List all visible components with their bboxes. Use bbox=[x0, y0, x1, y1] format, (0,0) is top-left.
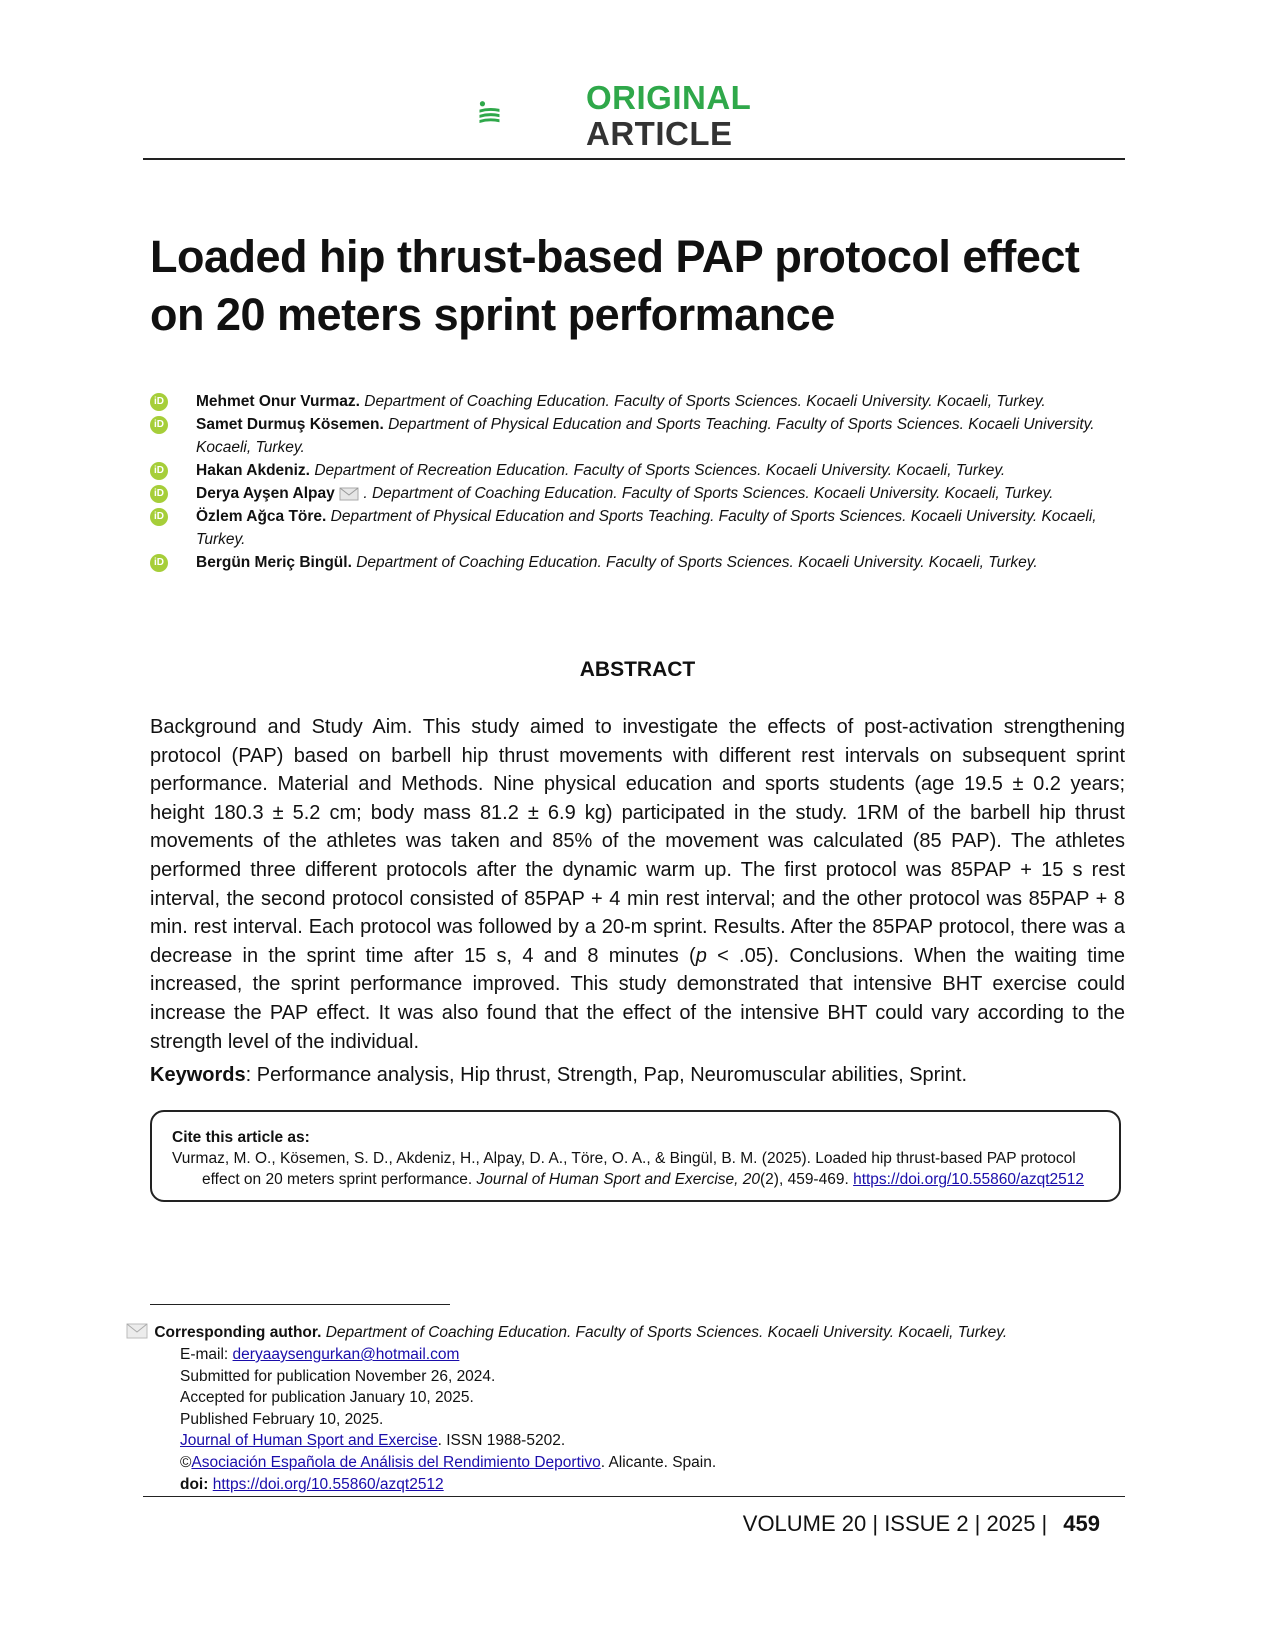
paper-title: Loaded hip thrust-based PAP protocol effect on 20 meters sprint performance bbox=[150, 231, 1080, 340]
abstract-body bbox=[150, 713, 1125, 1056]
copyright-symbol: © bbox=[180, 1453, 192, 1471]
corresponding-label: Corresponding author. bbox=[154, 1324, 322, 1341]
email-link[interactable]: deryaaysengurkan@hotmail.com bbox=[232, 1346, 460, 1363]
email-label: E-mail: bbox=[180, 1346, 233, 1363]
citation-box bbox=[150, 1110, 1121, 1202]
citation-journal: Journal of Human Sport and Exercise, 20 bbox=[476, 1171, 761, 1188]
author-affiliation: Department of Physical Education and Sports Teaching. Faculty of Sports Sciences. Kocaeli University. Kocaeli, Turkey. bbox=[196, 416, 1095, 456]
author-entry bbox=[150, 505, 1140, 551]
page-footer bbox=[743, 1510, 1100, 1538]
abstract-heading: ABSTRACT bbox=[579, 658, 696, 681]
author-affiliation: Department of Coaching Education. Faculty of Sports Sciences. Kocaeli University. Kocaeli, Turkey. bbox=[356, 554, 1038, 571]
doi-line bbox=[180, 1474, 716, 1496]
author-entry bbox=[150, 459, 1140, 482]
orcid-icon[interactable]: iD bbox=[150, 508, 168, 526]
corresponding-dept: Department of Coaching Education. Faculty of Sports Sciences. Kocaeli University. Kocaeli, Turkey. bbox=[325, 1324, 1008, 1341]
author-affiliation: . Department of Coaching Education. Faculty of Sports Sciences. Kocaeli University. Kocaeli, Turkey. bbox=[363, 485, 1054, 502]
keywords-label: Keywords bbox=[150, 1064, 246, 1086]
issue-info: VOLUME 20 | ISSUE 2 | 2025 | bbox=[742, 1511, 1048, 1536]
author-name: Derya Ayşen Alpay bbox=[196, 485, 335, 502]
author-entry bbox=[150, 551, 1140, 574]
page-number: 459 bbox=[1063, 1511, 1100, 1536]
citation-doi-link[interactable]: https://doi.org/10.55860/azqt2512 bbox=[853, 1171, 1085, 1188]
author-entry bbox=[150, 390, 1140, 413]
keywords-list: : Performance analysis, Hip thrust, Strength, Pap, Neuromuscular abilities, Sprint. bbox=[245, 1064, 968, 1086]
author-list bbox=[150, 390, 1140, 574]
footer-divider bbox=[143, 1496, 1125, 1497]
doi-link[interactable]: https://doi.org/10.55860/azqt2512 bbox=[212, 1475, 444, 1493]
citation-issue-pages: (2), 459-469. bbox=[760, 1171, 854, 1188]
header-divider bbox=[143, 158, 1125, 160]
author-name: Hakan Akdeniz. bbox=[196, 462, 310, 479]
p-value-symbol: p bbox=[695, 944, 707, 967]
author-affiliation: Department of Recreation Education. Faculty of Sports Sciences. Kocaeli University. Kocaeli, Turkey. bbox=[314, 462, 1006, 479]
author-entry bbox=[150, 482, 1140, 505]
author-name: Samet Durmuş Kösemen. bbox=[196, 416, 384, 433]
citation-text bbox=[172, 1148, 1101, 1190]
corresponding-author bbox=[126, 1322, 1126, 1343]
logo-text-article: ARTICLE bbox=[586, 115, 733, 152]
footnote-divider bbox=[150, 1304, 450, 1305]
orcid-icon[interactable]: iD bbox=[150, 393, 168, 411]
author-name: Mehmet Onur Vurmaz. bbox=[196, 393, 360, 410]
author-name: Özlem Ağca Töre. bbox=[196, 508, 327, 525]
author-affiliation: Department of Coaching Education. Faculty of Sports Sciences. Kocaeli University. Kocaeli, Turkey. bbox=[364, 393, 1046, 410]
orcid-icon[interactable]: iD bbox=[150, 462, 168, 480]
journal-link[interactable]: Journal of Human Sport and Exercise bbox=[180, 1432, 438, 1450]
keywords bbox=[150, 1061, 1125, 1089]
issn-text: . ISSN 1988-5202. bbox=[437, 1432, 566, 1450]
orcid-icon[interactable]: iD bbox=[150, 416, 168, 434]
publisher-link[interactable]: Asociación Española de Análisis del Rendimiento Deportivo bbox=[191, 1453, 601, 1471]
abstract-text-part: Background and Study Aim. This study aimed to investigate the effects of post-activation strengthening protocol (PAP) based on barbell hip thrust movements with different rest intervals on subsequent sprint performance. Material and Methods. Nine physical education and sports students (age 19.5 ± 0.2 years; height 180.3 ± 5.2 cm; body mass 81.2 ± 6.9 kg) participated in the study. 1RM of the barbell hip thrust movements of the athletes was taken and 85% of the movement was calculated (85 PAP). The athletes performed three different protocols after the dynamic warm up. The first protocol was 85PAP + 15 s rest interval, the second protocol consisted of 85PAP + 4 min rest interval; and the other protocol was 85PAP + 8 min. rest interval. Each protocol was followed by a 20-m sprint. Results. After the 85PAP protocol, there was a decrease in the sprint time after 15 s, 4 and 8 minutes ( bbox=[150, 716, 1125, 967]
author-name: Bergün Meriç Bingül. bbox=[196, 554, 352, 571]
author-affiliation: Department of Physical Education and Sports Teaching. Faculty of Sports Sciences. Kocaeli University. Kocaeli, Turkey. bbox=[196, 508, 1097, 548]
publication-info bbox=[180, 1344, 716, 1495]
author-entry bbox=[150, 413, 1140, 459]
submitted-date: Submitted for publication November 26, 2024. bbox=[180, 1367, 496, 1385]
citation-authors-title: Vurmaz, M. O., Kösemen, S. D., Akdeniz, H., Alpay, D. A., Töre, O. A., & Bingül, B. M. (2025). Loaded hip thrust-based PAP protocol effect on 20 meters sprint performance. bbox=[172, 1150, 1076, 1188]
published-date: Published February 10, 2025. bbox=[180, 1410, 384, 1428]
publisher-place: . Alicante. Spain. bbox=[600, 1453, 717, 1471]
copyright-line bbox=[180, 1452, 716, 1474]
abstract-text-part: < .05). Conclusions. When the waiting time increased, the sprint performance improved. This study demonstrated that intensive BHT exercise could increase the PAP effect. It was also found that the effect of the intensive BHT could vary according to the strength level of the individual. bbox=[150, 944, 1126, 1053]
original-article-logo-icon bbox=[478, 82, 578, 144]
journal-line bbox=[180, 1430, 716, 1452]
doi-label: doi: bbox=[180, 1475, 209, 1493]
accepted-date: Accepted for publication January 10, 2025. bbox=[180, 1389, 474, 1407]
envelope-icon bbox=[126, 1323, 148, 1339]
orcid-icon[interactable]: iD bbox=[150, 554, 168, 572]
logo-text-original: ORIGINAL bbox=[586, 79, 752, 116]
orcid-icon[interactable]: iD bbox=[150, 485, 168, 503]
citation-heading: Cite this article as: bbox=[172, 1129, 310, 1146]
email-line bbox=[180, 1344, 716, 1366]
envelope-icon bbox=[339, 487, 359, 501]
